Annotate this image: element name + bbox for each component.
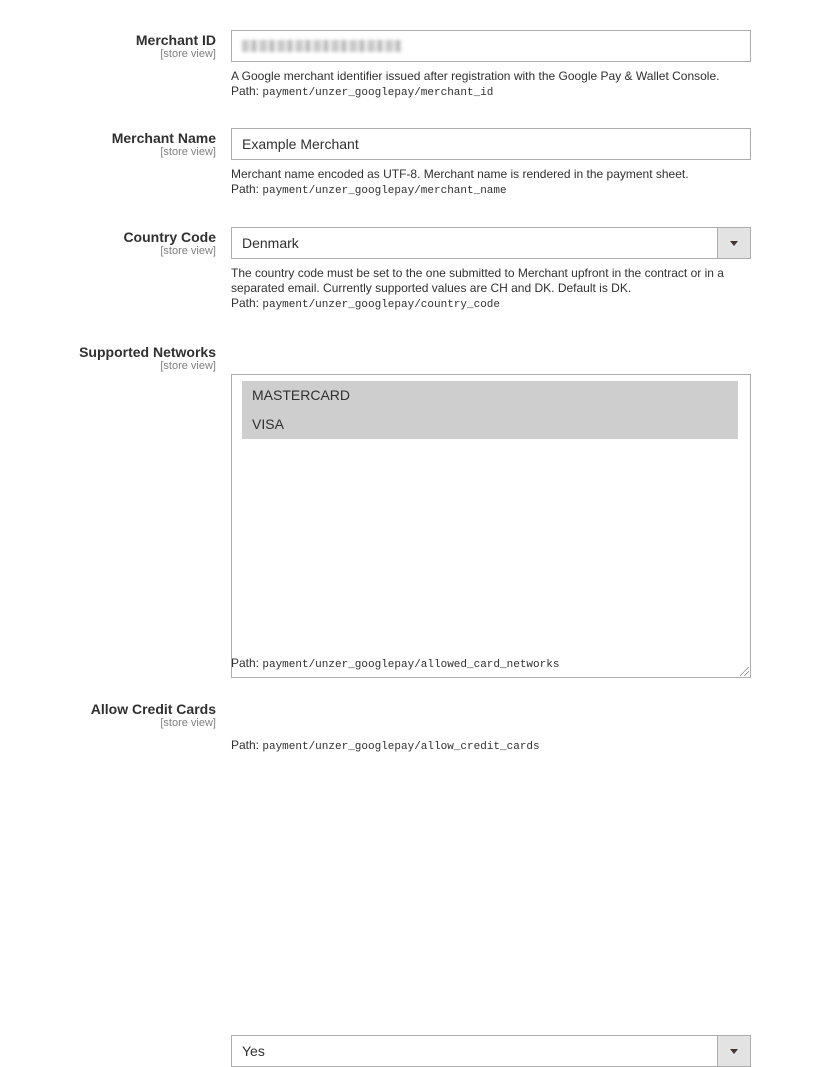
country-code-label-group <box>123 229 216 258</box>
supported-networks-note <box>231 656 761 673</box>
allow-credit-cards-select[interactable] <box>231 1035 751 1067</box>
allow-credit-cards-label: Allow Credit Cards <box>90 701 216 717</box>
merchant-name-comment: Merchant name encoded as UTF-8. Merchant name is rendered in the payment sheet. <box>231 167 689 181</box>
chevron-down-icon <box>730 1049 738 1054</box>
allow-credit-cards-scope: [store view] <box>160 717 216 729</box>
supported-networks-scope: [store view] <box>160 360 216 372</box>
merchant-name-input[interactable]: Example Merchant <box>231 128 751 160</box>
supported-networks-label-group <box>79 344 216 373</box>
merchant-name-label-group <box>112 130 216 159</box>
merchant-name-note <box>231 167 761 199</box>
country-code-dropdown-toggle[interactable] <box>717 228 750 258</box>
supported-networks-multiselect[interactable] <box>231 374 751 678</box>
allow-credit-cards-label-group <box>91 701 216 730</box>
merchant-id-path: Path: payment/unzer_googlepay/merchant_id <box>231 84 494 99</box>
country-code-comment: The country code must be set to the one submitted to Merchant upfront in the contract or in a separated email. Currently supported values are CH and DK. Default is DK. <box>231 266 724 295</box>
network-option-visa[interactable]: VISA <box>242 410 738 439</box>
merchant-id-input[interactable] <box>231 30 751 62</box>
merchant-name-label: Merchant Name <box>111 130 216 146</box>
country-code-scope: [store view] <box>160 245 216 257</box>
country-code-note <box>231 266 761 313</box>
merchant-name-scope: [store view] <box>160 146 216 158</box>
merchant-id-note <box>231 69 761 101</box>
country-code-select[interactable] <box>231 227 751 259</box>
merchant-id-label-group <box>136 32 216 61</box>
allow-credit-cards-dropdown-toggle[interactable] <box>717 1036 750 1066</box>
supported-networks-label: Supported Networks <box>79 344 216 360</box>
allow-credit-cards-selected-value: Yes <box>242 1043 265 1059</box>
country-code-path: Path: payment/unzer_googlepay/country_code <box>231 296 501 311</box>
merchant-id-label: Merchant ID <box>135 32 216 48</box>
allow-credit-cards-path: Path: payment/unzer_googlepay/allow_credit_cards <box>231 738 540 753</box>
supported-networks-path: Path: payment/unzer_googlepay/allowed_card_networks <box>231 656 560 671</box>
network-option-mastercard[interactable]: MASTERCARD <box>242 381 738 410</box>
merchant-id-redacted-value <box>242 40 402 52</box>
merchant-id-comment: A Google merchant identifier issued after registration with the Google Pay & Wallet Console. <box>231 69 720 83</box>
allow-credit-cards-note <box>231 738 761 755</box>
chevron-down-icon <box>730 241 738 246</box>
merchant-id-scope: [store view] <box>160 48 216 60</box>
merchant-name-path: Path: payment/unzer_googlepay/merchant_name <box>231 182 507 197</box>
country-code-label: Country Code <box>123 229 216 245</box>
country-code-selected-value: Denmark <box>242 235 299 251</box>
